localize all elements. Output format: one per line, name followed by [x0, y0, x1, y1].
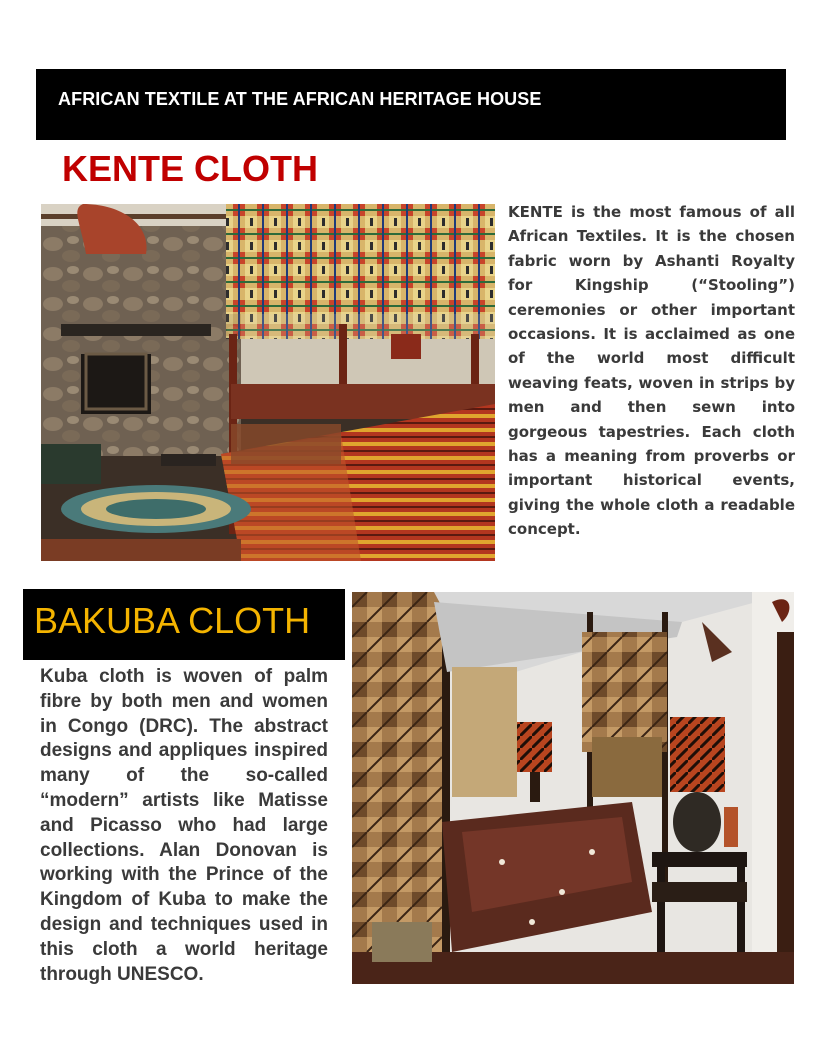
kente-bedroom-photo: [41, 204, 495, 561]
header-title: AFRICAN TEXTILE AT THE AFRICAN HERITAGE HOUSE: [58, 89, 542, 109]
bakuba-bedroom-photo: [352, 592, 794, 984]
kente-section-title: KENTE CLOTH: [62, 148, 318, 189]
bakuba-banner: [23, 589, 345, 660]
kente-description: KENTE is the most famous of all African Textiles. It is the chosen fabric worn by Ashanti Royalty for Kingship (“Stooling”) ceremonies or other important occasions. It is acclaimed as one of the world most difficult weaving feats, woven in strips by men and then sewn into gorgeous tapestries. Each cloth has a meaning from proverbs or important historical events, giving the whole cloth a readable concept.: [508, 203, 795, 539]
bakuba-description: Kuba cloth is woven of palm fibre by both men and women in Congo (DRC). The abstract designs and appliques inspired many of the so-called “modern” artists like Matisse and Picasso who had large collections. Alan Donovan is working with the Prince of the Kingdom of Kuba to make the design and techniques used in this cloth a world heritage through UNESCO.: [40, 666, 328, 985]
header-banner: [36, 69, 786, 140]
bakuba-section-title: BAKUBA CLOTH: [34, 600, 311, 641]
